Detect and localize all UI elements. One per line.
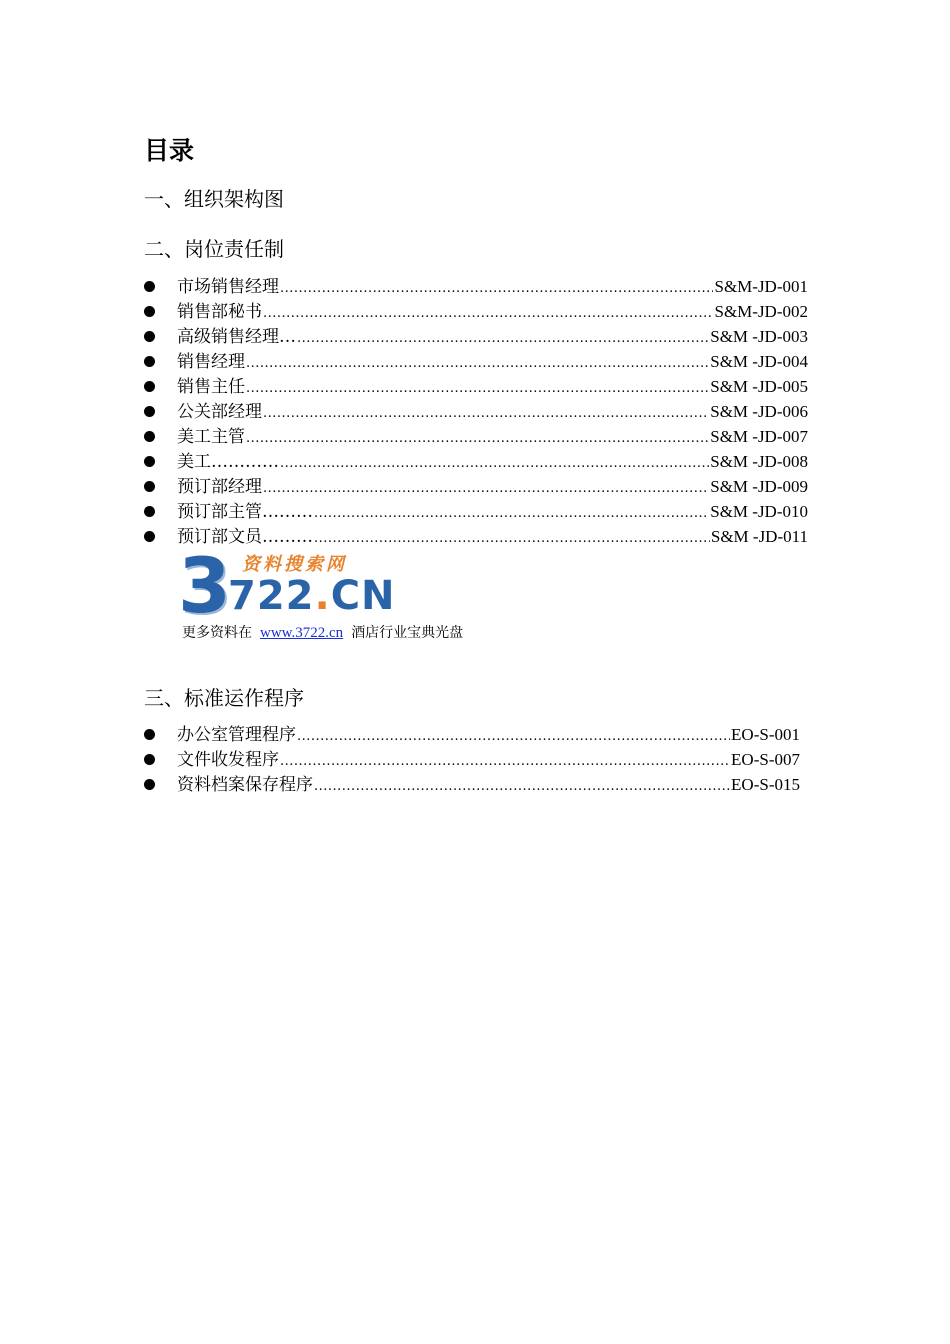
toc-entry-code: S&M -JD-006 [710, 402, 808, 421]
dot-leader [246, 351, 709, 376]
logo-note [182, 622, 463, 642]
toc-entry-code: S&M -JD-009 [710, 477, 808, 496]
logo-tagline: 资料搜索网 [242, 554, 347, 575]
dot-leader [314, 501, 709, 526]
toc-entry-title: 办公室管理程序 [177, 725, 296, 745]
toc-entry-title: 美工主管 [177, 427, 245, 447]
toc-entry-code: S&M -JD-010 [710, 502, 808, 521]
logo-domain-tld: CN [330, 573, 396, 619]
sop-list [144, 722, 800, 797]
toc-entry [144, 349, 808, 374]
bullet-icon [144, 356, 155, 367]
site-logo-banner [178, 541, 518, 644]
toc-entry-title: 高级销售经理… [177, 327, 296, 347]
dot-leader [246, 426, 709, 451]
toc-entry [144, 722, 800, 747]
toc-entry [144, 399, 808, 424]
bullet-icon [144, 779, 155, 790]
dot-leader [280, 276, 713, 301]
logo-note-suffix: 酒店行业宝典光盘 [351, 625, 464, 641]
toc-entry [144, 449, 808, 474]
section-heading-sop: 三、标准运作程序 [144, 686, 304, 710]
website-link[interactable]: www.3722.cn [260, 625, 344, 641]
toc-entry-code: S&M -JD-007 [710, 427, 808, 446]
toc-entry-title: 公关部经理 [177, 402, 262, 422]
dot-leader [263, 401, 709, 426]
toc-entry [144, 499, 808, 524]
toc-entry-title: 文件收发程序 [177, 750, 279, 770]
toc-entry [144, 324, 808, 349]
toc-entry [144, 424, 808, 449]
toc-entry-code: S&M-JD-001 [714, 277, 808, 296]
bullet-icon [144, 531, 155, 542]
dot-leader [314, 774, 730, 799]
dot-leader [280, 451, 709, 476]
toc-entry [144, 524, 808, 549]
bullet-icon [144, 331, 155, 342]
section-heading-job-descriptions: 二、岗位责任制 [144, 237, 284, 261]
toc-entry-code: S&M -JD-004 [710, 352, 808, 371]
toc-entry-title: 美工………… [177, 452, 279, 472]
toc-entry [144, 772, 800, 797]
bullet-icon [144, 306, 155, 317]
toc-entry-code: S&M -JD-003 [710, 327, 808, 346]
dot-leader [297, 724, 730, 749]
page-title: 目录 [144, 136, 195, 165]
toc-entry-title: 资料档案保存程序 [177, 775, 313, 795]
toc-entry-code: S&M -JD-005 [710, 377, 808, 396]
toc-entry-title: 销售部秘书 [177, 302, 262, 322]
bullet-icon [144, 754, 155, 765]
dot-leader [263, 301, 713, 326]
logo-domain [228, 574, 396, 618]
toc-entry-code: EO-S-007 [731, 750, 800, 769]
logo-domain-digits: 722 [228, 573, 315, 619]
bullet-icon [144, 481, 155, 492]
bullet-icon [144, 281, 155, 292]
bullet-icon [144, 506, 155, 517]
toc-entry-title: 市场销售经理 [177, 277, 279, 297]
toc-entry-code: EO-S-001 [731, 725, 800, 744]
dot-leader [280, 749, 730, 774]
toc-entry-title: 预订部经理 [177, 477, 262, 497]
logo-note-prefix: 更多资料在 [182, 625, 252, 641]
toc-entry-title: 预订部主管……… [177, 502, 313, 522]
toc-entry-code: S&M -JD-008 [710, 452, 808, 471]
bullet-icon [144, 381, 155, 392]
dot-leader [246, 376, 709, 401]
logo-digit: 3 [178, 541, 231, 630]
toc-entry [144, 747, 800, 772]
toc-entry [144, 299, 808, 324]
logo-domain-dot: . [314, 573, 331, 619]
bullet-icon [144, 729, 155, 740]
toc-entry-code: S&M -JD-011 [710, 527, 808, 546]
toc-entry [144, 274, 808, 299]
toc-entry [144, 374, 808, 399]
toc-entry-title: 销售经理 [177, 352, 245, 372]
dot-leader [263, 476, 709, 501]
toc-entry-title: 预订部文员……… [177, 527, 313, 547]
bullet-icon [144, 406, 155, 417]
toc-entry-code: S&M-JD-002 [714, 302, 808, 321]
toc-entry-title: 销售主任 [177, 377, 245, 397]
section-heading-org-chart: 一、组织架构图 [144, 187, 284, 211]
job-description-list [144, 274, 808, 549]
dot-leader [297, 326, 709, 351]
bullet-icon [144, 456, 155, 467]
bullet-icon [144, 431, 155, 442]
toc-entry [144, 474, 808, 499]
toc-entry-code: EO-S-015 [731, 775, 800, 794]
